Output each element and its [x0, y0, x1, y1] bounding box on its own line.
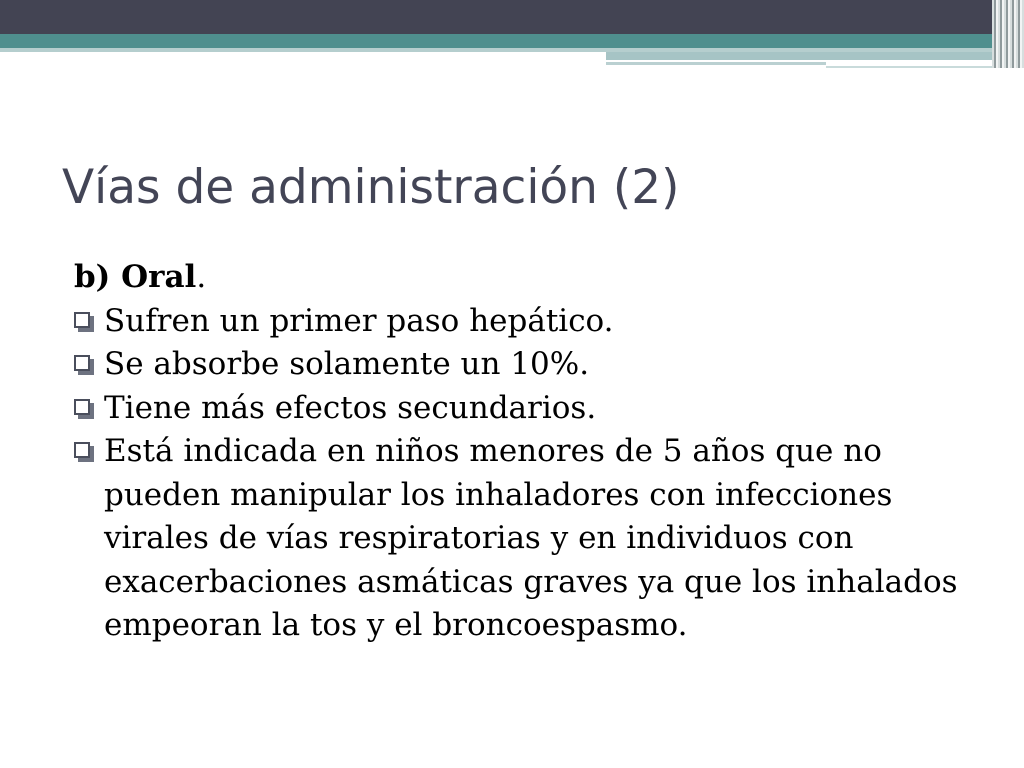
- header-teal-band: [0, 34, 1024, 48]
- subheading-tail: .: [196, 259, 207, 295]
- checkbox-square-icon: [74, 312, 94, 332]
- subheading-bold: b) Oral: [74, 259, 197, 295]
- bullet-list: [74, 300, 974, 648]
- checkbox-square-icon: [74, 442, 94, 462]
- slide-title: Vías de administración (2): [62, 160, 680, 215]
- checkbox-square-icon: [74, 355, 94, 375]
- bullet-text: Se absorbe solamente un 10%.: [104, 346, 590, 382]
- bullet-item: [74, 387, 974, 431]
- bullet-item: [74, 343, 974, 387]
- header-accent-bar: [606, 52, 1024, 60]
- header-stripes-decoration: [992, 0, 1024, 68]
- checkbox-square-icon: [74, 399, 94, 419]
- slide-body: [74, 256, 974, 648]
- bullet-item: [74, 300, 974, 344]
- bullet-text: Está indicada en niños menores de 5 años que no pueden manipular los inhaladores con infecciones virales de vías respiratorias y en individuos con exacerbaciones asmáticas graves ya que los inhalados empeoran la tos y el broncoespasmo.: [104, 433, 958, 643]
- bullet-text: Sufren un primer paso hepático.: [104, 302, 614, 339]
- header-dark-band: [0, 0, 1024, 34]
- bullet-item: [74, 430, 974, 648]
- subheading: [74, 256, 974, 300]
- bullet-text: Tiene más efectos secundarios.: [104, 389, 597, 426]
- header-accent-line: [606, 62, 826, 65]
